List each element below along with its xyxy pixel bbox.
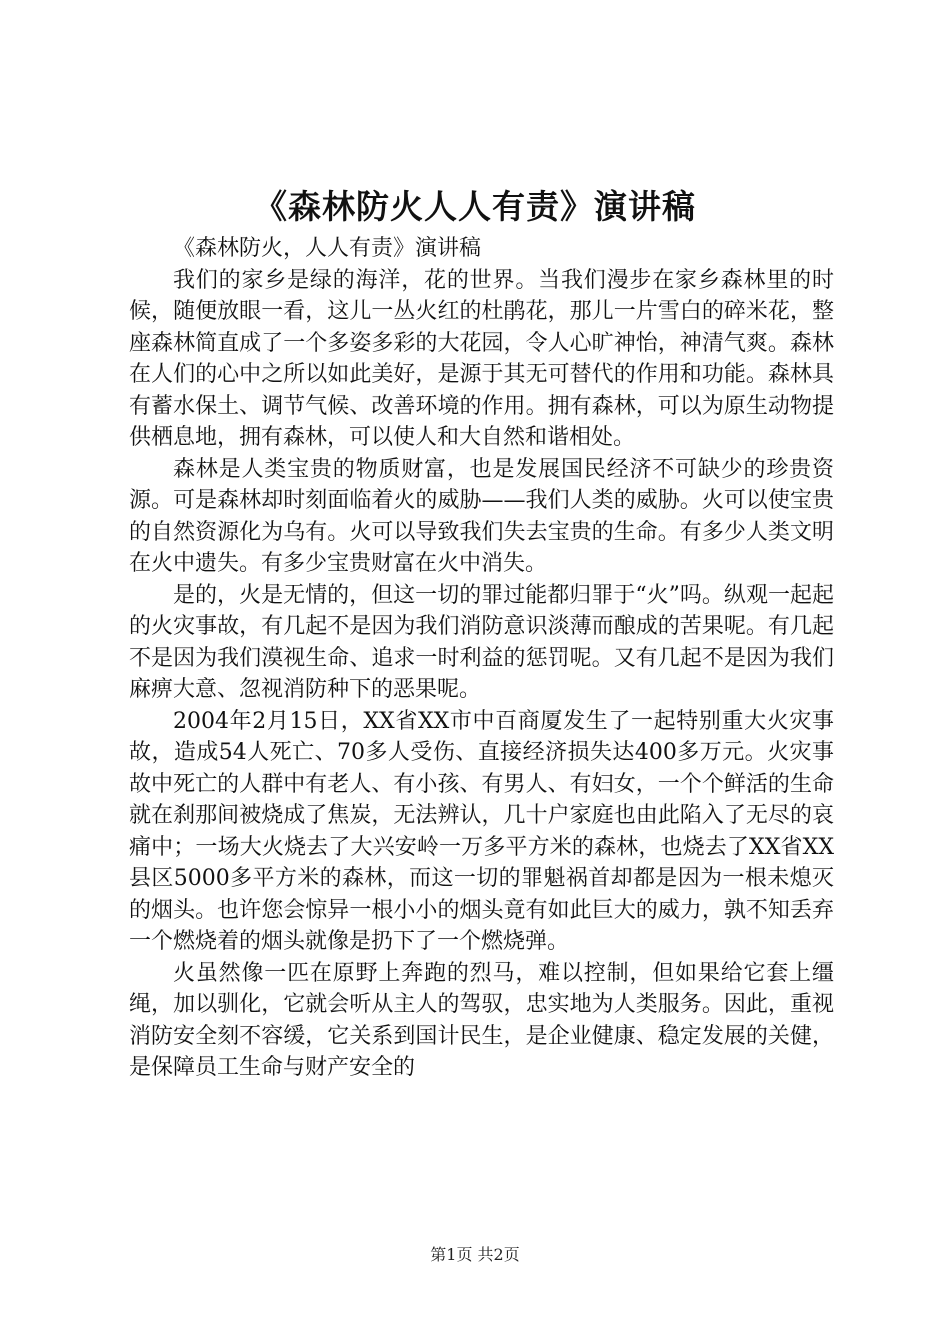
document-title: 《森林防火人人有责》演讲稿: [254, 187, 696, 226]
page-number-footer: 第1页 共2页: [430, 1245, 520, 1264]
paragraph: 森林是人类宝贵的物质财富，也是发展国民经济不可缺少的珍贵资源。可是森林却时刻面临着火的威胁——我们人类的威胁。火可以使宝贵的自然资源化为乌有。火可以导致我们失去宝贵的生命。有多少人类文明在火中遗失。有多少宝贵财富在火中消失。: [129, 456, 834, 576]
paragraph: 2004年2月15日，XX省XX市中百商厦发生了一起特别重大火灾事故，造成54人死亡、70多人受伤、直接经济损失达400多万元。火灾事故中死亡的人群中有老人、有小孩、有男人、有妇女，一个个鲜活的生命就在刹那间被烧成了焦炭，无法辨认，几十户家庭也由此陷入了无尽的哀痛中；一场大火烧去了大兴安岭一万多平方米的森林，也烧去了XX省XX县区5000多平方米的森林，而这一切的罪魁祸首却都是因为一根未熄灭的烟头。也许您会惊异一根小小的烟头竟有如此巨大的威力，孰不知丢弃一个燃烧着的烟头就像是扔下了一个燃烧弹。: [129, 708, 834, 954]
paragraph: 火虽然像一匹在原野上奔跑的烈马，难以控制，但如果给它套上缰绳，加以驯化，它就会听从主人的驾驭，忠实地为人类服务。因此，重视消防安全刻不容缓，它关系到国计民生，是企业健康、稳定发展的关健，是保障员工生命与财产安全的: [129, 960, 834, 1080]
document-body: [129, 233, 834, 1084]
paragraph-subtitle: 《森林防火，人人有责》演讲稿: [173, 236, 482, 261]
paragraph: 我们的家乡是绿的海洋，花的世界。当我们漫步在家乡森林里的时候，随便放眼一看，这儿一丛火红的杜鹃花，那儿一片雪白的碎米花，整座森林简直成了一个多姿多彩的大花园，令人心旷神怡，神清气爽。森林在人们的心中之所以如此美好，是源于其无可替代的作用和功能。森林具有蓄水保土、调节气候、改善环境的作用。拥有森林，可以为原生动物提供栖息地，拥有森林，可以使人和大自然和谐相处。: [129, 267, 834, 450]
paragraph: 是的，火是无情的，但这一切的罪过能都归罪于“火”吗。纵观一起起的火灾事故，有几起不是因为我们消防意识淡薄而酿成的苦果呢。有几起不是因为我们漠视生命、追求一时利益的惩罚呢。又有几起不是因为我们麻痹大意、忽视消防种下的恶果呢。: [129, 582, 834, 702]
